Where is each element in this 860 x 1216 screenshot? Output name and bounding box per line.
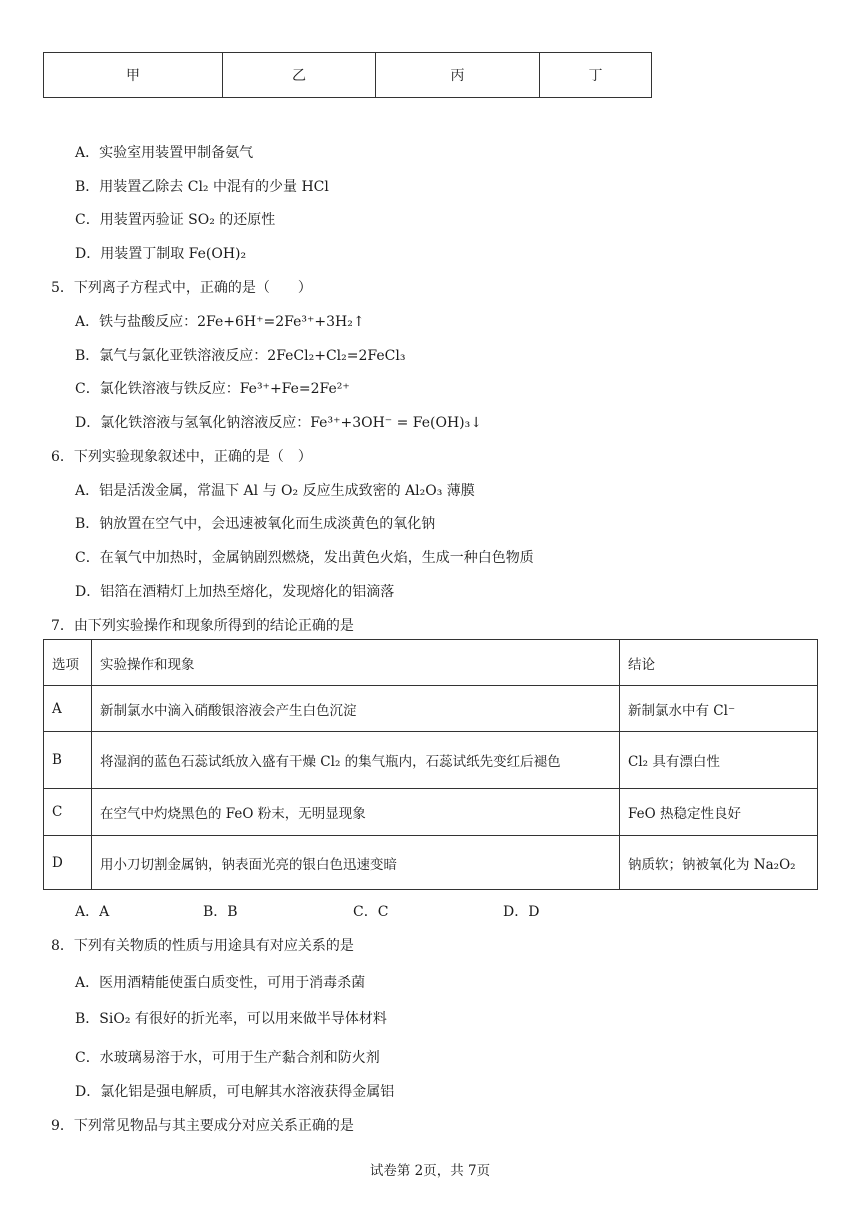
q5-option-c: C．氯化铁溶液与铁反应：Fe³⁺+Fe=2Fe²⁺ (75, 381, 350, 397)
q8-option-a: A．医用酒精能使蛋白质变性，可用于消毒杀菌 (75, 975, 366, 991)
q7-stem: 7．由下列实验操作和现象所得到的结论正确的是 (51, 618, 354, 634)
table-cell: 新制氯水中滴入硝酸银溶液会产生白色沉淀 (92, 686, 620, 732)
q5-stem: 5．下列离子方程式中，正确的是（ ） (51, 280, 312, 296)
q7-choice-b: B．B (203, 904, 238, 920)
q7-choice-c: C．C (353, 904, 389, 920)
q4-option-d: D．用装置丁制取 Fe(OH)₂ (75, 246, 247, 262)
table-header: 选项 (44, 640, 92, 686)
q4-option-b: B．用装置乙除去 Cl₂ 中混有的少量 HCl (75, 179, 329, 195)
q7-choice-d: D．D (503, 904, 540, 920)
q9-stem: 9．下列常见物品与其主要成分对应关系正确的是 (51, 1118, 354, 1134)
q4-option-c: C．用装置丙验证 SO₂ 的还原性 (75, 212, 276, 228)
apparatus-cell-yi: 乙 (223, 53, 376, 98)
apparatus-cell-ding: 丁 (540, 53, 652, 98)
apparatus-cell-jia: 甲 (44, 53, 223, 98)
q4-option-a: A．实验室用装置甲制备氨气 (75, 145, 254, 161)
q5-option-b: B．氯气与氯化亚铁溶液反应：2FeCl₂+Cl₂=2FeCl₃ (75, 348, 406, 364)
q6-stem: 6．下列实验现象叙述中，正确的是（ ） (51, 449, 312, 465)
table-header: 结论 (620, 640, 818, 686)
apparatus-cell-bing: 丙 (376, 53, 540, 98)
q6-option-a: A．铝是活泼金属，常温下 Al 与 O₂ 反应生成致密的 Al₂O₃ 薄膜 (75, 483, 475, 499)
q8-option-c: C．水玻璃易溶于水，可用于生产黏合剂和防火剂 (75, 1050, 380, 1066)
table-cell: B (44, 732, 92, 789)
table-cell: 钠质软；钠被氧化为 Na₂O₂ (620, 836, 818, 890)
q8-option-b: B．SiO₂ 有很好的折光率，可以用来做半导体材料 (75, 1011, 387, 1027)
q8-option-d: D．氯化铝是强电解质，可电解其水溶液获得金属铝 (75, 1084, 395, 1100)
table-cell: FeO 热稳定性良好 (620, 789, 818, 836)
experiment-table (43, 639, 818, 890)
table-cell: D (44, 836, 92, 890)
table-cell: 在空气中灼烧黑色的 FeO 粉末，无明显现象 (92, 789, 620, 836)
table-cell: Cl₂ 具有漂白性 (620, 732, 818, 789)
table-cell: 新制氯水中有 Cl⁻ (620, 686, 818, 732)
table-cell: 用小刀切割金属钠，钠表面光亮的银白色迅速变暗 (92, 836, 620, 890)
q6-option-d: D．铝箔在酒精灯上加热至熔化，发现熔化的铝滴落 (75, 584, 395, 600)
apparatus-table (43, 52, 652, 98)
table-cell: A (44, 686, 92, 732)
table-cell: 将湿润的蓝色石蕊试纸放入盛有干燥 Cl₂ 的集气瓶内，石蕊试纸先变红后褪色 (92, 732, 620, 789)
q7-choice-a: A．A (75, 904, 110, 920)
page-footer: 试卷第 2页，共 7页 (369, 1163, 491, 1179)
q6-option-b: B．钠放置在空气中，会迅速被氧化而生成淡黄色的氧化钠 (75, 516, 436, 532)
q6-option-c: C．在氧气中加热时，金属钠剧烈燃烧，发出黄色火焰，生成一种白色物质 (75, 550, 534, 566)
q5-option-a: A．铁与盐酸反应：2Fe+6H⁺=2Fe³⁺+3H₂↑ (75, 314, 365, 330)
table-header: 实验操作和现象 (92, 640, 620, 686)
table-cell: C (44, 789, 92, 836)
q8-stem: 8．下列有关物质的性质与用途具有对应关系的是 (51, 938, 354, 954)
q5-option-d: D．氯化铁溶液与氢氧化钠溶液反应：Fe³⁺+3OH⁻ = Fe(OH)₃↓ (75, 415, 482, 431)
